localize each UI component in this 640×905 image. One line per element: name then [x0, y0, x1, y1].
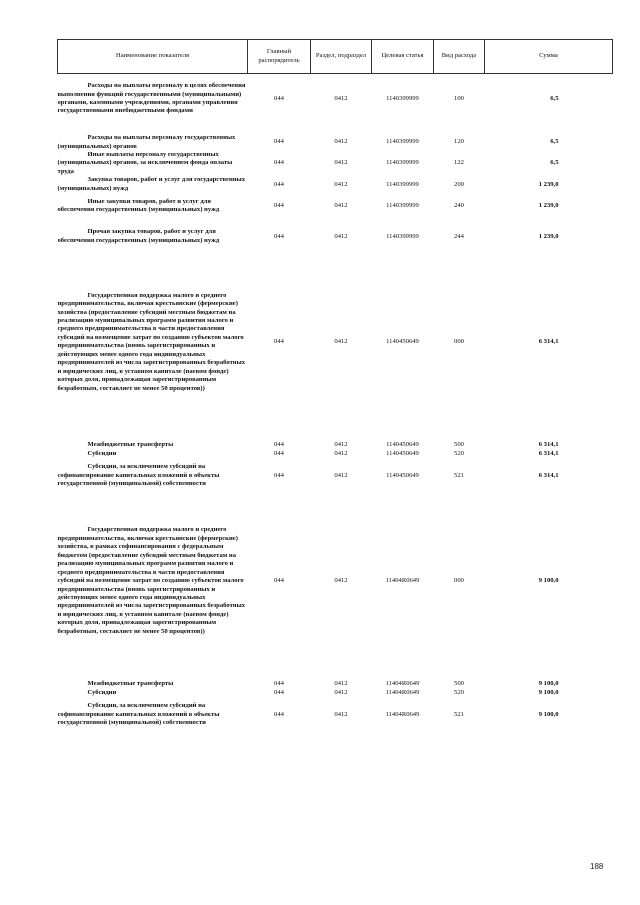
cell-rz: 0412	[334, 138, 348, 146]
header-vr: Вид расхода	[434, 40, 485, 74]
row-name	[58, 458, 248, 493]
cell-sum: 1 239,0	[538, 232, 559, 240]
cell-vr: 100	[454, 94, 464, 102]
cell-gr: 044	[274, 232, 284, 240]
row-name-text: Субсидии	[87, 688, 117, 696]
cell-rz: 0412	[334, 180, 348, 188]
cell-rz: 0412	[334, 471, 348, 479]
row-name	[58, 176, 248, 193]
cell-vr: 521	[454, 471, 464, 479]
row-name	[58, 449, 248, 458]
cell-vr: 000	[454, 338, 464, 346]
cell-sum: 6,5	[550, 94, 559, 102]
table-row	[58, 458, 613, 493]
row-name	[58, 151, 248, 176]
cell-gr: 044	[274, 577, 284, 585]
row-name-text: Государственная поддержка малого и среднего предпринимательства, включая крестьянские (фермерские) хозяйства (предоставление субсидий местным бюджетам на реализацию муниципальных программ развития малого и среднего предпринимательства в части предоставления субсидий на возмещение затрат по созданию субъектов малого предпринимательства (вновь зарегистрированных и действующих менее одного года индивидуальных предпринимателей из числа зарегистрированных безработных и юридических лиц, в уставном капитале (паевом фонде) которых доля, принадлежащая зарегистрированным безработным, составляет не менее 50 процентов))	[57, 291, 246, 392]
cell-cs: 1140399999	[386, 232, 419, 240]
page-number: 188	[590, 862, 604, 871]
cell-sum: 6,5	[550, 138, 559, 146]
cell-gr: 044	[274, 449, 284, 457]
cell-sum: 9 100,0	[538, 679, 559, 687]
row-name-text: Прочая закупка товаров, работ и услуг для обеспечения государственных (муниципальных) нужд	[57, 228, 220, 244]
cell-rz: 0412	[334, 202, 348, 210]
cell-cs: 11404R0649	[385, 577, 420, 585]
table-row	[58, 74, 613, 125]
cell-sum: 1 239,0	[538, 202, 559, 210]
cell-cs: 1140399999	[386, 94, 419, 102]
row-name	[58, 193, 248, 219]
row-name	[58, 219, 248, 254]
cell-sum: 6 314,1	[538, 338, 559, 346]
row-name-text: Государственная поддержка малого и среднего предпринимательства, включая крестьянские (фермерские) хозяйства, в рамках софинансирования с федеральным бюджетом (предоставление субсидий местным бюджетам на реализацию муниципальных программ развития малого и среднего предпринимательства в части предоставления субсидий на возмещение затрат по созданию субъектов малого предпринимательства (вновь зарегистрированных и действующих менее одного года индивидуальных предпринимателей из числа зарегистрированных безработных и юридических лиц, в уставном капитале (паевом фонде) которых доля, принадлежащая зарегистрированным безработным, составляет не менее 50 процентов))	[57, 526, 246, 635]
cell-rz: 0412	[334, 449, 348, 457]
cell-vr: 244	[454, 232, 464, 240]
header-name: Наименование показателя	[58, 40, 248, 74]
row-name	[58, 254, 248, 430]
row-name	[58, 493, 248, 669]
cell-rz: 0412	[334, 679, 348, 687]
budget-table	[57, 39, 613, 732]
header-sum: Сумма	[485, 40, 613, 74]
cell-sum: 1 239,0	[538, 180, 559, 188]
cell-rz: 0412	[334, 159, 348, 167]
table-header-row	[58, 40, 613, 74]
cell-gr: 044	[274, 688, 284, 696]
cell-cs: 1140399999	[386, 138, 419, 146]
row-name-text: Межбюджетные трансферты	[87, 440, 174, 448]
row-name-text: Закупка товаров, работ и услуг для государственных (муниципальных) нужд	[57, 176, 245, 192]
table-row	[58, 679, 613, 688]
cell-cs: 11404R0649	[385, 688, 420, 696]
row-name-text: Иные выплаты персоналу государственных (муниципальных) органов, за исключением фонда оплаты труда	[57, 151, 233, 175]
header-rz: Раздел, подраздел	[311, 40, 372, 74]
cell-sum: 6,5	[550, 159, 559, 167]
document-page	[57, 39, 612, 732]
cell-gr: 044	[274, 440, 284, 448]
cell-cs: 11404R0649	[385, 679, 420, 687]
table-body	[58, 74, 613, 733]
cell-vr: 000	[454, 577, 464, 585]
table-row	[58, 493, 613, 669]
row-name-text: Иные закупки товаров, работ и услуг для обеспечения государственных (муниципальных) нужд	[57, 197, 220, 214]
cell-vr: 120	[454, 138, 464, 146]
row-name	[58, 688, 248, 697]
table-row	[58, 219, 613, 254]
table-row	[58, 440, 613, 449]
table-row	[58, 697, 613, 732]
cell-gr: 044	[274, 202, 284, 210]
row-name	[58, 134, 248, 151]
cell-rz: 0412	[334, 688, 348, 696]
cell-gr: 044	[274, 710, 284, 718]
cell-sum: 6 314,1	[538, 440, 559, 448]
cell-cs: 1140399999	[386, 159, 419, 167]
cell-cs: 1140450649	[386, 338, 419, 346]
cell-cs: 1140450649	[386, 440, 419, 448]
cell-cs: 1140399999	[386, 202, 419, 210]
cell-vr: 500	[454, 679, 464, 687]
cell-vr: 200	[454, 180, 464, 188]
row-name-text: Расходы на выплаты персоналу государственных (муниципальных) органов	[57, 134, 236, 150]
row-name-text: Межбюджетные трансферты	[87, 679, 174, 687]
spacer-row	[58, 669, 613, 679]
cell-vr: 122	[454, 159, 464, 167]
table-row	[58, 193, 613, 219]
spacer-row	[58, 124, 613, 134]
row-name-text: Субсидии	[87, 449, 117, 457]
table-row	[58, 688, 613, 697]
row-name-text: Субсидии, за исключением субсидий на софинансирование капитальных вложений в объекты государственной (муниципальной) собственности	[57, 702, 220, 727]
cell-gr: 044	[274, 159, 284, 167]
table-row	[58, 151, 613, 176]
cell-sum: 6 314,1	[538, 449, 559, 457]
cell-vr: 500	[454, 440, 464, 448]
table-row	[58, 176, 613, 193]
row-name	[58, 74, 248, 125]
cell-rz: 0412	[334, 94, 348, 102]
cell-vr: 520	[454, 688, 464, 696]
cell-sum: 9 100,0	[538, 688, 559, 696]
row-name-text: Расходы на выплаты персоналу в целях обеспечения выполнения функций государственными (муниципальными) органами, казенными учреждениями, органами управления государственными внебюджетными фондами	[57, 82, 246, 115]
cell-rz: 0412	[334, 710, 348, 718]
cell-sum: 9 100,0	[538, 710, 559, 718]
cell-gr: 044	[274, 94, 284, 102]
cell-cs: 1140450649	[386, 471, 419, 479]
cell-gr: 044	[274, 679, 284, 687]
cell-gr: 044	[274, 180, 284, 188]
cell-rz: 0412	[334, 577, 348, 585]
cell-gr: 044	[274, 138, 284, 146]
header-cs: Целевая статья	[372, 40, 434, 74]
table-row	[58, 254, 613, 430]
cell-cs: 11404R0649	[385, 710, 420, 718]
cell-vr: 240	[454, 202, 464, 210]
cell-rz: 0412	[334, 440, 348, 448]
row-name	[58, 679, 248, 688]
cell-cs: 1140399999	[386, 180, 419, 188]
table-row	[58, 449, 613, 458]
cell-cs: 1140450649	[386, 449, 419, 457]
cell-gr: 044	[274, 471, 284, 479]
cell-gr: 044	[274, 338, 284, 346]
table-row	[58, 134, 613, 151]
cell-vr: 521	[454, 710, 464, 718]
row-name	[58, 697, 248, 732]
cell-sum: 6 314,1	[538, 471, 559, 479]
spacer-row	[58, 430, 613, 440]
row-name-text: Субсидии, за исключением субсидий на софинансирование капитальных вложений в объекты государственной (муниципальной) собственности	[57, 463, 220, 488]
cell-sum: 9 100,0	[538, 577, 559, 585]
cell-rz: 0412	[334, 338, 348, 346]
header-gr: Главный распорядитель	[248, 40, 311, 74]
row-name	[58, 440, 248, 449]
cell-rz: 0412	[334, 232, 348, 240]
cell-vr: 520	[454, 449, 464, 457]
